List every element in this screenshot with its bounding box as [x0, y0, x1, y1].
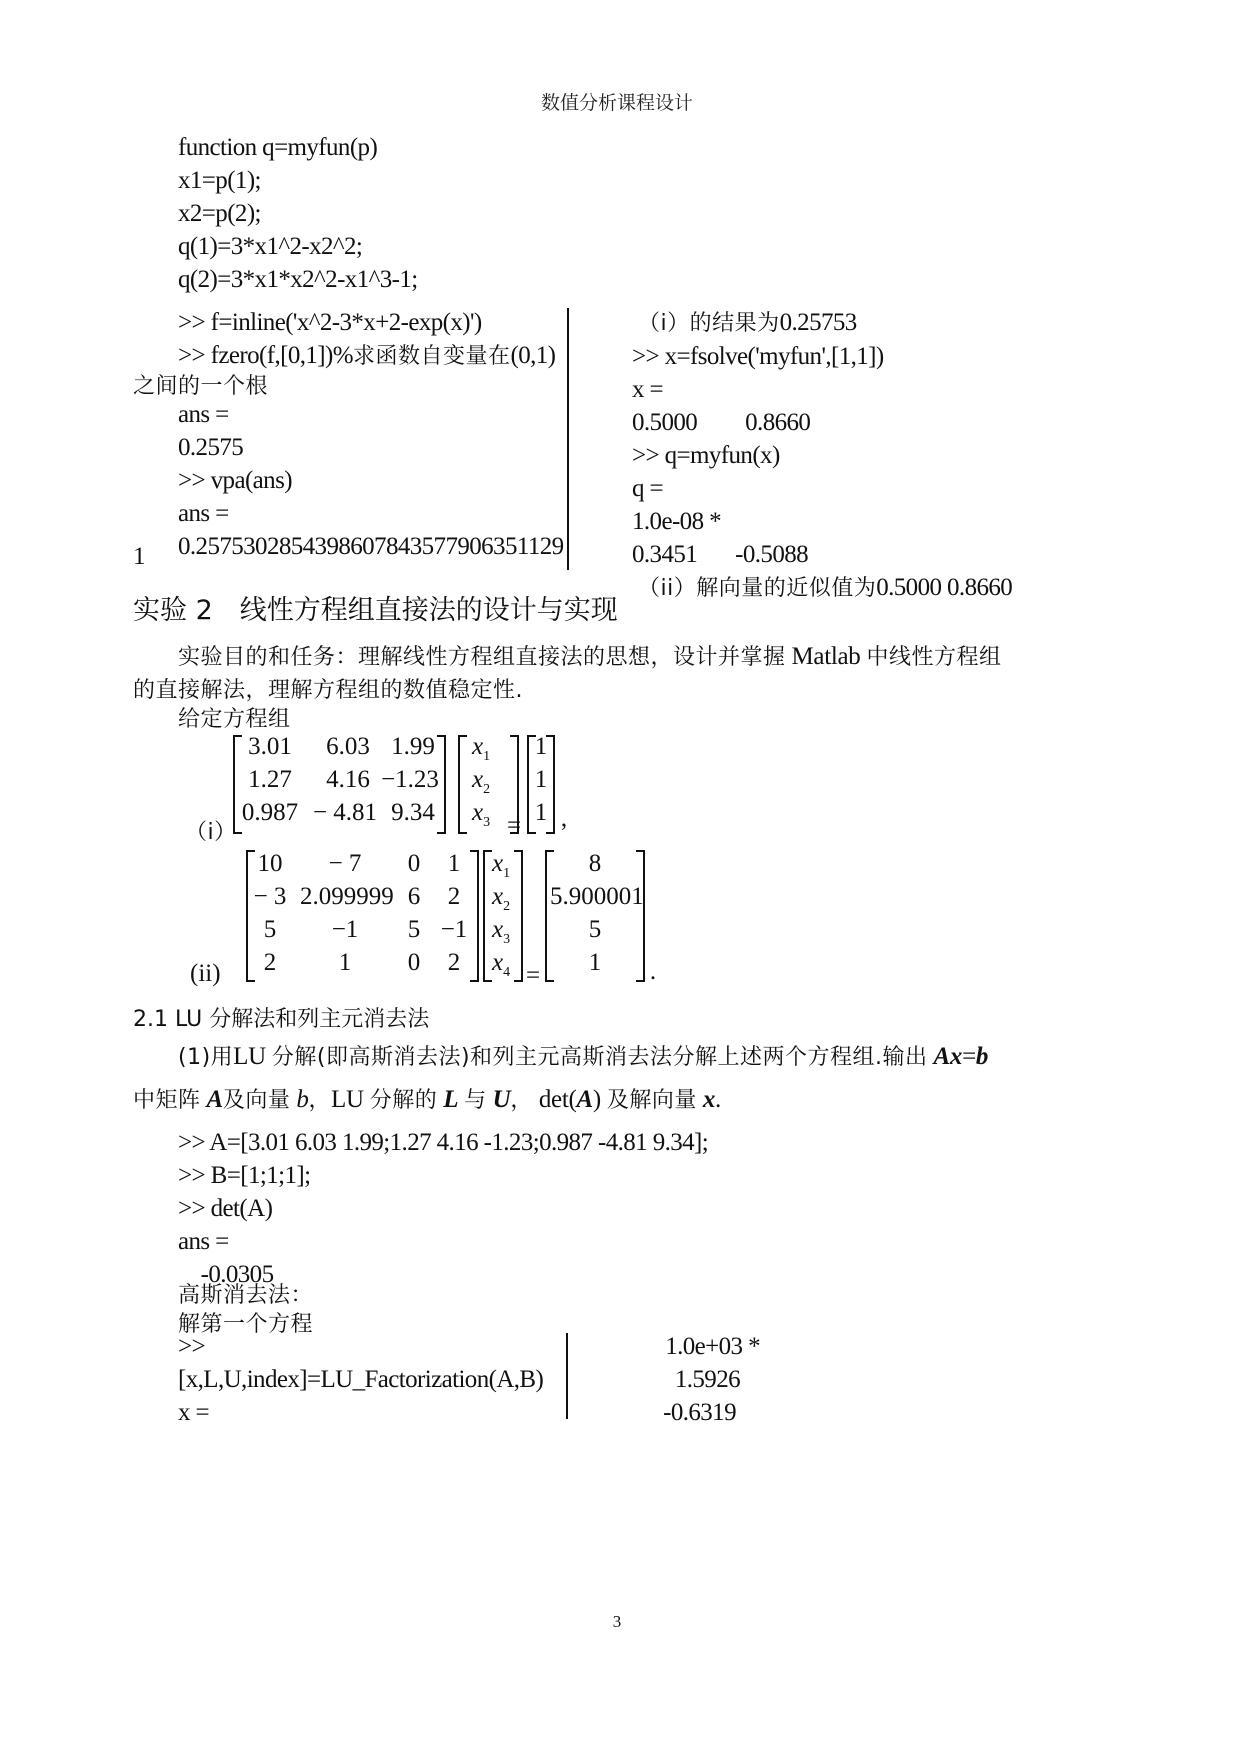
rhs-cell: 5.900001: [550, 883, 644, 910]
paragraph-line-1: [178, 1040, 988, 1071]
matrix-cell: − 3: [253, 883, 287, 910]
matrix-cell: 2: [447, 883, 461, 910]
code-line: x =: [632, 376, 664, 403]
purpose-line-1: [178, 640, 1001, 671]
math-text: Ax: [933, 1043, 963, 1070]
result-i: [638, 306, 1012, 340]
gauss-label: 高斯消去法：: [178, 1283, 314, 1308]
text: LU: [233, 1043, 266, 1070]
matrix-cell: 1.99: [391, 733, 435, 760]
rhs-cell: 1: [588, 949, 602, 976]
matrix-cell: 0.987: [241, 799, 299, 826]
matrix-cell: 2: [447, 949, 461, 976]
q-value: -0.5088: [735, 541, 809, 568]
rhs-cell: 8: [588, 850, 602, 877]
text: 实验目的和任务：理解线性方程组直接法的思想，设计并掌握: [178, 645, 786, 670]
code-line: >> x=fsolve('myfun',[1,1]): [632, 343, 884, 370]
result-ii: [638, 571, 1012, 605]
code-line: 1.0e+03 *: [665, 1333, 760, 1360]
code-line: ans =: [178, 500, 229, 527]
subsection-heading: 2.1 LU 分解法和列主元消去法: [133, 1007, 430, 1032]
comment-text: 求函数自变量在: [352, 344, 511, 369]
code-line: 0.2575: [178, 434, 244, 461]
matrix-cell: 9.34: [391, 799, 435, 826]
section-heading: 实验 2 线性方程组直接法的设计与实现: [133, 595, 618, 626]
unknown-x: $x_4$: [492, 949, 511, 980]
function-code-block: [178, 131, 418, 296]
result-label: （i）的结果为: [638, 311, 780, 336]
equals-sign: =: [506, 812, 522, 839]
paragraph-line-2: [133, 1083, 721, 1114]
text: 分解(即高斯消去法)和列主元高斯消去法分解上述两个方程组.输出: [271, 1045, 928, 1070]
rhs-cell: 1: [534, 799, 548, 826]
matrix-cell: −1: [440, 916, 468, 943]
text: 中线性方程组: [866, 645, 1002, 670]
matlab-code-block: [178, 1126, 708, 1291]
text: 及向量: [222, 1088, 291, 1113]
code-line: [632, 538, 1012, 571]
rhs-cell: 1: [534, 733, 548, 760]
code-line: x1=p(1);: [178, 167, 261, 194]
math-text: =: [962, 1043, 976, 1070]
matrix-cell: 5: [263, 916, 277, 943]
bottom-right-output: [620, 1330, 760, 1429]
page-number: 3: [612, 1612, 622, 1631]
equals-sign: =: [525, 962, 541, 989]
text: （i）: [185, 820, 237, 845]
text: 中矩阵: [133, 1088, 201, 1113]
purpose-line-2: 的直接解法，理解方程组的数值稳定性.: [133, 678, 523, 703]
text: ，: [510, 1088, 533, 1113]
matrix-cell: 1: [338, 949, 352, 976]
code-line: 1.5926: [674, 1366, 740, 1393]
left-bracket: [458, 735, 467, 834]
matrix-cell: − 4.81: [312, 799, 378, 826]
code-line: >> B=[1;1;1];: [178, 1162, 311, 1189]
code-line: [x,L,U,index]=LU_Factorization(A,B): [178, 1366, 544, 1393]
matrix-cell: 4.16: [326, 766, 370, 793]
code-text: >> fzero(f,[0,1])%: [178, 342, 353, 369]
code-line: >> q=myfun(x): [632, 442, 780, 469]
code-line: [178, 339, 555, 373]
code-line: q(1)=3*x1^2-x2^2;: [178, 233, 363, 260]
matrix-cell: 6.03: [326, 733, 370, 760]
solve-label: 解第一个方程: [178, 1312, 314, 1337]
math-text: x: [702, 1086, 716, 1113]
comma: ,: [560, 805, 568, 832]
code-line: x2=p(2);: [178, 200, 261, 227]
unknown-x: $x_1$: [472, 733, 491, 764]
math-text: det(: [538, 1086, 577, 1113]
math-text: L: [443, 1086, 459, 1113]
text: Matlab: [791, 643, 861, 670]
code-line: ans =: [178, 401, 229, 428]
x-value: 0.5000: [632, 409, 698, 436]
math-text: A: [206, 1086, 223, 1113]
column-divider: [566, 1333, 568, 1419]
matrix-cell: 2.099999: [300, 883, 394, 910]
left-code-column: [178, 306, 555, 373]
matrix-cell: 6: [407, 883, 421, 910]
matrix-cell: 1: [447, 850, 461, 877]
column-divider: [567, 308, 569, 570]
unknown-x: $x_1$: [492, 850, 511, 881]
text: 分解的: [369, 1088, 438, 1113]
math-text: ): [592, 1086, 601, 1113]
result-value: 0.25753: [779, 309, 857, 336]
matrix-cell: 2: [263, 949, 277, 976]
result-label: （ii）解向量的近似值为: [638, 576, 877, 601]
math-text: b: [296, 1086, 309, 1113]
code-line: q(2)=3*x1*x2^2-x1^3-1;: [178, 266, 418, 293]
code-line: 1.0e-08 *: [632, 508, 722, 535]
matrix-cell: 0: [407, 949, 421, 976]
code-line: -0.6319: [663, 1399, 736, 1426]
matrix-cell: 3.01: [248, 733, 292, 760]
system-ii-label: (ii): [190, 960, 221, 987]
unknown-x: $x_3$: [492, 916, 511, 947]
bottom-left-code: [178, 1330, 543, 1429]
unknown-x: $x_2$: [472, 766, 491, 797]
page-header-title: 数值分析课程设计: [540, 92, 693, 114]
code-text: (0,1): [510, 342, 556, 369]
result-value: 0.5000 0.8660: [876, 574, 1013, 601]
left-code-output: [178, 398, 564, 563]
code-line: q =: [632, 475, 664, 502]
matrix-cell: 10: [257, 850, 283, 877]
code-line: >> det(A): [178, 1195, 273, 1222]
code-line: >> A=[3.01 6.03 1.99;1.27 4.16 -1.23;0.987 -4.81 9.34];: [178, 1129, 709, 1156]
matrix-cell: − 7: [328, 850, 362, 877]
comment-wrap: 之间的一个根: [133, 374, 269, 399]
text: (1)用: [178, 1045, 234, 1070]
period: .: [649, 958, 657, 985]
given-label: 给定方程组: [178, 707, 291, 732]
text: LU: [331, 1086, 364, 1113]
unknown-x: $x_3$: [472, 799, 491, 830]
matrix-cell: −1: [331, 916, 359, 943]
code-line: x =: [178, 1399, 210, 1426]
text: 及解向量: [606, 1088, 697, 1113]
code-line-wrap: 1: [133, 543, 145, 570]
left-bracket: [483, 850, 492, 982]
code-line: >> f=inline('x^2-3*x+2-exp(x)'): [178, 309, 482, 336]
math-text: A: [576, 1086, 593, 1113]
rhs-cell: 1: [534, 766, 548, 793]
matrix-cell: −1.23: [381, 766, 439, 793]
math-text: U: [492, 1086, 511, 1113]
code-line: [632, 406, 1012, 439]
q-value: 0.3451: [632, 541, 698, 568]
x-value: 0.8660: [745, 409, 811, 436]
system-i-label: [185, 815, 237, 846]
matrix-cell: 1.27: [248, 766, 292, 793]
right-code-column: [632, 306, 1012, 605]
matrix-cell: 0: [407, 850, 421, 877]
code-line: 0.2575302854398607843577906351129: [178, 533, 564, 560]
code-line: ans =: [178, 1228, 229, 1255]
text: ，: [308, 1088, 332, 1113]
rhs-cell: 5: [588, 916, 602, 943]
code-line: function q=myfun(p): [178, 134, 378, 161]
text: 与: [464, 1088, 487, 1113]
unknown-x: $x_2$: [492, 883, 511, 914]
code-line: -0.0305: [178, 1261, 274, 1288]
matrix-cell: 5: [407, 916, 421, 943]
text: .: [715, 1086, 721, 1113]
code-line: >>: [178, 1333, 205, 1360]
right-bracket: [470, 850, 479, 982]
code-line: >> vpa(ans): [178, 467, 292, 494]
math-text: b: [975, 1043, 989, 1070]
